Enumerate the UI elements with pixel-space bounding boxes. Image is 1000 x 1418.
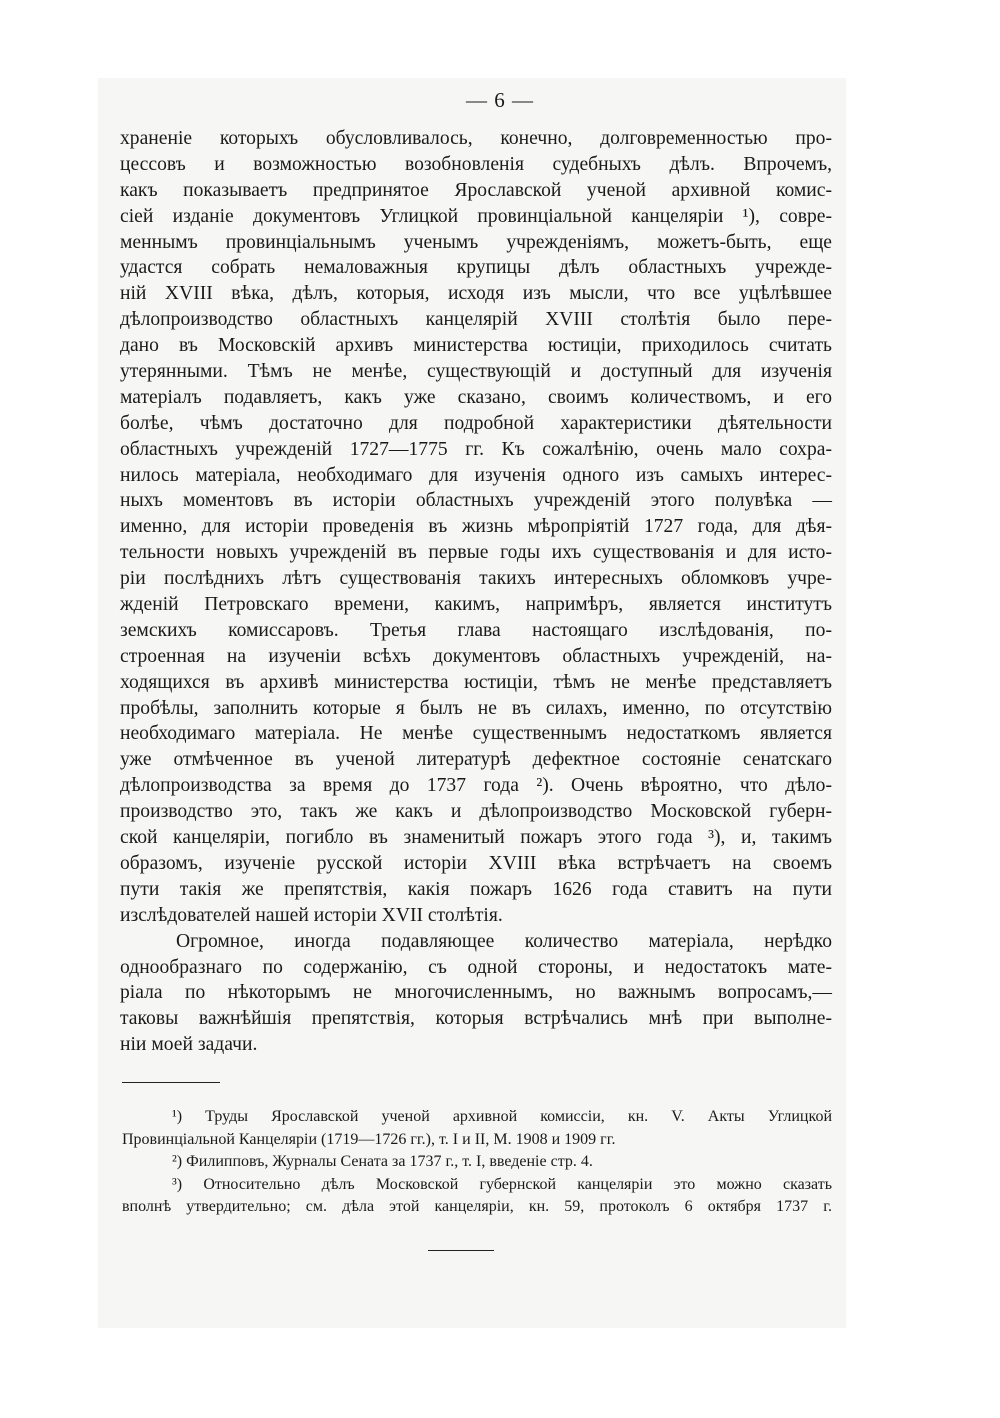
text-line: областныхъ учрежденій 1727—1775 гг. Къ сожалѣнію, очень мало сохра-: [120, 438, 832, 460]
text-line: ріала по нѣкоторымъ не многочисленнымъ, но важнымъ вопросамъ,—: [120, 982, 832, 1004]
text-line: жденій Петровскаго времени, какимъ, напримѣръ, является институтъ: [120, 594, 832, 616]
text-line: строенная на изученіи всѣхъ документовъ областныхъ учрежденій, на-: [120, 645, 832, 667]
text-line: необходимаго матеріала. Не менѣе существеннымъ недостаткомъ является: [120, 723, 832, 745]
text-line: удастся собрать немаловажныя крупицы дѣлъ областныхъ учрежде-: [120, 257, 832, 279]
text-line: дѣлопроизводства за время до 1737 года ²). Очень вѣроятно, что дѣло-: [120, 775, 832, 797]
text-line: пути такія же препятствія, какія пожаръ 1626 года ставитъ на пути: [120, 878, 832, 900]
footnote-2: ²) Филипповъ, Журналы Сената за 1737 г., т. I, введеніе стр. 4.: [172, 1153, 593, 1170]
footnotes: [122, 1106, 832, 1219]
text-line: ской канцеляріи, погибло въ знаменитый пожаръ этого года ³), и, такимъ: [120, 827, 832, 849]
text-line: ніи моей задачи.: [120, 1034, 258, 1056]
main-text: [120, 126, 832, 1058]
text-line: изслѣдователей нашей исторіи XVII столѣтія.: [120, 904, 503, 926]
text-line: храненіе которыхъ обусловливалось, конечно, долговременностью про-: [120, 128, 832, 149]
text-line: меннымъ провинціальнымъ ученымъ учрежденіямъ, можетъ-быть, еще: [120, 231, 832, 253]
text-line: образомъ, изученіе русской исторіи XVIII вѣка встрѣчаетъ на своемъ: [120, 852, 832, 874]
text-line: земскихъ комиссаровъ. Третья глава настоящаго изслѣдованія, по-: [120, 619, 832, 641]
text-line: сіей изданіе документовъ Углицкой провинціальной канцеляріи ¹), совре-: [120, 205, 832, 227]
text-line: именно, для исторіи проведенія въ жизнь мѣропріятій 1727 года, для дѣя-: [120, 516, 832, 538]
text-line: таковы важнѣйшія препятствія, которыя встрѣчались мнѣ при выполне-: [120, 1008, 832, 1030]
text-line: тельности новыхъ учрежденій въ первые годы ихъ существованія и для исто-: [120, 542, 832, 564]
text-line: нилось матеріала, необходимаго для изученія одного изъ самыхъ интерес-: [120, 464, 832, 486]
text-line: ріи послѣднихъ лѣтъ существованія такихъ интересныхъ обломковъ учре-: [120, 568, 832, 590]
text-line: ныхъ моментовъ въ исторіи областныхъ учрежденій этого полувѣка —: [120, 490, 832, 512]
page-number: — 6 —: [466, 88, 534, 112]
footnote-3-line: вполнѣ утвердительно; см. дѣла этой канцеляріи, кн. 59, протоколъ 6 октября 1737 г.: [122, 1198, 832, 1215]
footnote-3-line: ³) Относительно дѣлъ Московской губернской канцеляріи это можно сказать: [172, 1175, 832, 1193]
text-line: матеріалъ подавляетъ, какъ уже сказано, своимъ количествомъ, и его: [120, 386, 832, 408]
text-line: цессовъ и возможностью возобновленія судебныхъ дѣлъ. Впрочемъ,: [120, 153, 832, 175]
text-line: дано въ Московскій архивъ министерства юстиціи, приходилось считать: [120, 335, 832, 357]
footnote-1-line: ¹) Труды Ярославской ученой архивной комиссіи, кн. V. Акты Углицкой: [172, 1108, 832, 1125]
text-line: какъ показываетъ предпринятое Ярославской ученой архивной комис-: [120, 179, 832, 201]
text-line: утерянными. Тѣмъ не менѣе, существующій и доступный для изученія: [120, 361, 832, 383]
paragraph-1: [120, 126, 832, 929]
footnote-separator: [122, 1082, 220, 1083]
text-line: производство это, такъ же какъ и дѣлопроизводство Московской губерн-: [120, 801, 832, 823]
text-line: дѣлопроизводство областныхъ канцелярій XVIII столѣтія было пере-: [120, 309, 832, 331]
text-line: однообразнаго по содержанію, съ одной стороны, и недостатокъ мате-: [120, 956, 832, 978]
footnote-1-line: Провинціальной Канцеляріи (1719—1726 гг.), т. I и II, М. 1908 и 1909 гг.: [122, 1130, 616, 1148]
text-line: уже отмѣченное въ ученой литературѣ дефектное состояніе сенатскаго: [120, 749, 832, 771]
text-line: ходящихся въ архивѣ министерства юстиціи, тѣмъ не менѣе представляетъ: [120, 671, 832, 693]
end-rule: [428, 1250, 494, 1251]
paragraph-2: [120, 929, 832, 1058]
text-line: пробѣлы, заполнить которые я былъ не въ силахъ, именно, по отсутствію: [120, 697, 832, 719]
text-line: ній XVIII вѣка, дѣлъ, которыя, исходя изъ мысли, что все уцѣлѣвшее: [120, 283, 832, 305]
text-line: Огромное, иногда подавляющее количество матеріала, нерѣдко: [176, 930, 832, 952]
text-line: болѣе, чѣмъ достаточно для подробной характеристики дѣятельности: [120, 412, 832, 434]
